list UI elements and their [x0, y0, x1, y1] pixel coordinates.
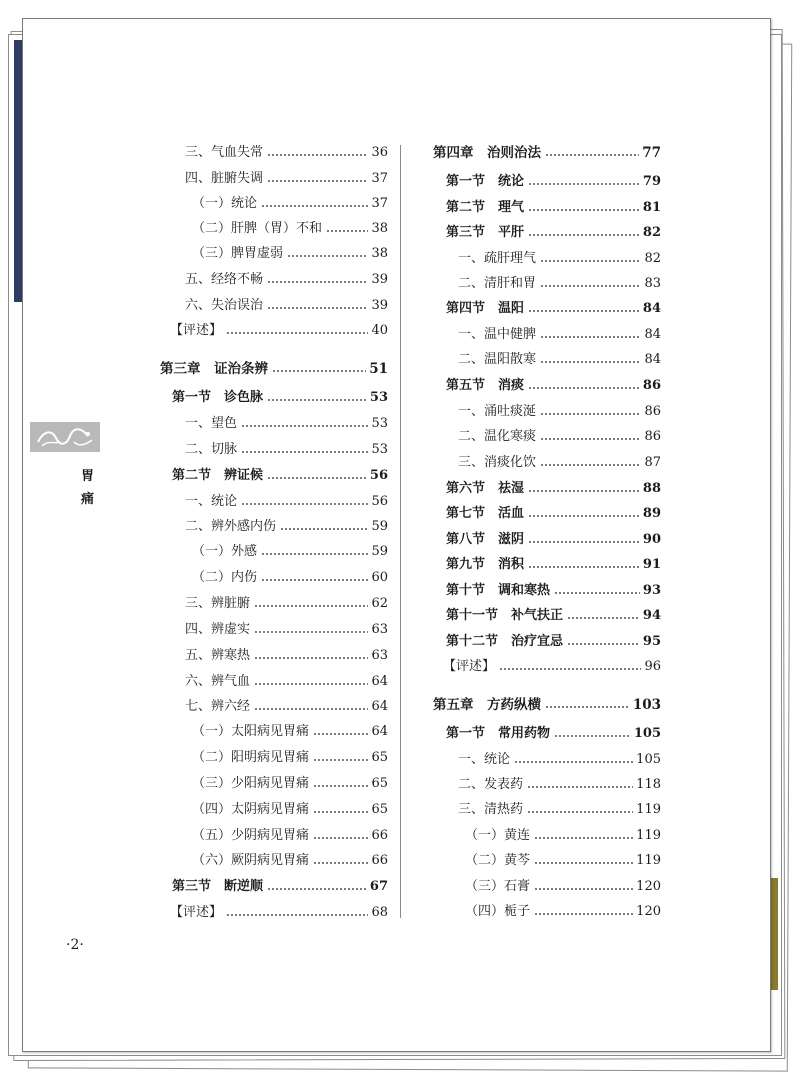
dot-leader	[514, 751, 633, 769]
toc-entry-label: （一）统论	[192, 196, 258, 211]
dot-leader	[567, 633, 640, 651]
toc-entry-label: 【评述】	[170, 905, 223, 920]
toc-entry-page: 95	[642, 634, 661, 649]
toc-section	[446, 377, 661, 395]
toc-entry	[458, 275, 661, 293]
toc-entry-label: （三）脾胃虚弱	[192, 246, 284, 261]
toc-entry-page: 63	[371, 622, 388, 637]
toc-entry-page: 96	[644, 659, 661, 674]
dot-leader	[528, 300, 640, 318]
toc-entry-page: 64	[371, 724, 388, 739]
toc-entry-label: 三、消痰化饮	[458, 455, 537, 470]
toc-entry-label: 二、发表药	[458, 777, 524, 792]
dot-leader	[540, 351, 641, 369]
toc-entry-page: 39	[371, 272, 388, 287]
toc-entry-label: 三、气血失常	[185, 145, 264, 160]
toc-entry-page: 66	[371, 853, 388, 868]
dot-leader	[254, 595, 368, 613]
toc-entry	[458, 776, 661, 794]
toc-entry-label: 一、统论	[185, 494, 238, 509]
toc-entry	[192, 723, 388, 741]
toc-entry	[465, 827, 661, 845]
toc-entry	[185, 621, 388, 639]
toc-entry	[185, 170, 388, 188]
toc-entry-label: 一、望色	[185, 416, 238, 431]
toc-section	[446, 505, 661, 523]
dot-leader	[528, 173, 640, 191]
toc-entry	[458, 403, 661, 421]
running-title-char: 痛	[81, 492, 95, 507]
toc-entry	[458, 351, 661, 369]
dot-leader	[280, 518, 368, 536]
toc-section	[446, 480, 661, 498]
dot-leader	[267, 271, 368, 289]
toc-entry-page: 77	[642, 145, 661, 161]
toc-entry-page: 88	[642, 481, 661, 496]
toc-entry	[192, 801, 388, 819]
toc-chapter	[160, 360, 388, 378]
toc-entry-page: 90	[642, 532, 661, 547]
toc-entry-page: 38	[371, 221, 388, 236]
toc-entry-label: （四）栀子	[465, 904, 531, 919]
toc-entry	[192, 245, 388, 263]
dot-leader	[528, 505, 640, 523]
toc-section	[446, 173, 661, 191]
dot-leader	[545, 144, 639, 162]
toc-entry	[185, 297, 388, 315]
toc-entry-page: 119	[636, 802, 661, 817]
toc-entry	[458, 454, 661, 472]
toc-entry-label: （五）少阴病见胃痛	[192, 828, 310, 843]
dot-leader	[272, 360, 366, 378]
toc-entry-label: 三、辨脏腑	[185, 596, 251, 611]
toc-entry-label: 第三章 证治条辨	[160, 361, 268, 377]
toc-entry-label: 第二节 理气	[446, 200, 525, 215]
toc-section	[446, 607, 661, 625]
toc-entry-page: 84	[642, 301, 661, 316]
toc-entry-label: 第一节 诊色脉	[172, 390, 264, 405]
toc-entry-label: 二、温化寒痰	[458, 429, 537, 444]
toc-entry-page: 53	[371, 442, 388, 457]
dot-leader	[226, 904, 368, 922]
toc-entry-page: 66	[371, 828, 388, 843]
toc-entry	[192, 749, 388, 767]
toc-entry	[458, 801, 661, 819]
toc-entry-page: 51	[369, 361, 388, 377]
toc-chapter	[433, 696, 661, 714]
toc-entry-label: （一）太阳病见胃痛	[192, 724, 310, 739]
toc-section	[446, 199, 661, 217]
toc-entry-label: 五、经络不畅	[185, 272, 264, 287]
toc-entry-label: 第八节 滋阴	[446, 532, 525, 547]
toc-entry-page: 53	[369, 390, 388, 405]
toc-entry-page: 40	[371, 323, 388, 338]
toc-entry-label: 第三节 平肝	[446, 225, 525, 240]
toc-entry-label: 一、统论	[458, 752, 511, 767]
toc-entry-label: 第四节 温阳	[446, 301, 525, 316]
toc-section	[446, 582, 661, 600]
column-divider	[400, 145, 401, 918]
toc-entry-page: 118	[636, 777, 661, 792]
toc-entry-label: 二、切脉	[185, 442, 238, 457]
toc-entry-label: 第五章 方药纵横	[433, 697, 541, 713]
toc-entry-label: （二）阳明病见胃痛	[192, 750, 310, 765]
toc-entry-page: 65	[371, 776, 388, 791]
toc-entry-page: 38	[371, 246, 388, 261]
toc-entry-page: 87	[644, 455, 661, 470]
dot-leader	[261, 569, 368, 587]
toc-entry	[185, 415, 388, 433]
toc-entry-label: 【评述】	[170, 323, 223, 338]
toc-section	[446, 633, 661, 651]
dot-leader	[567, 607, 640, 625]
toc-entry-page: 37	[371, 196, 388, 211]
toc-entry	[192, 543, 388, 561]
dot-leader	[267, 467, 367, 485]
dot-leader	[254, 673, 368, 691]
toc-entry-label: 四、脏腑失调	[185, 171, 264, 186]
toc-entry-label: 第六节 祛湿	[446, 481, 525, 496]
toc-entry-label: （三）少阳病见胃痛	[192, 776, 310, 791]
toc-entry-page: 86	[644, 404, 661, 419]
toc-entry-label: 第五节 消痰	[446, 378, 525, 393]
dot-leader	[528, 556, 640, 574]
dot-leader	[267, 144, 368, 162]
dot-leader	[540, 454, 641, 472]
toc-entry-label: 六、失治误治	[185, 298, 264, 313]
dot-leader	[528, 480, 640, 498]
dot-leader	[528, 531, 640, 549]
toc-entry	[185, 595, 388, 613]
toc-entry-label: 二、辨外感内伤	[185, 519, 277, 534]
dot-leader	[313, 749, 368, 767]
toc-entry	[458, 326, 661, 344]
toc-entry-page: 39	[371, 298, 388, 313]
toc-entry-page: 93	[642, 583, 661, 598]
toc-entry-label: 三、清热药	[458, 802, 524, 817]
dot-leader	[540, 428, 641, 446]
toc-entry-page: 56	[369, 468, 388, 483]
toc-entry-page: 59	[371, 519, 388, 534]
toc-entry-page: 59	[371, 544, 388, 559]
toc-entry-page: 64	[371, 699, 388, 714]
toc-entry	[465, 852, 661, 870]
toc-section	[172, 467, 388, 485]
toc-entry-label: （二）黄芩	[465, 853, 531, 868]
toc-entry-page: 120	[636, 879, 661, 894]
toc-entry-page: 36	[371, 145, 388, 160]
dot-leader	[261, 543, 368, 561]
dot-leader	[545, 696, 630, 714]
dot-leader	[254, 621, 368, 639]
toc-entry	[185, 518, 388, 536]
toc-entry-label: 第九节 消积	[446, 557, 525, 572]
toc-entry-label: 二、温阳散寒	[458, 352, 537, 367]
toc-entry-label: 一、涌吐痰涎	[458, 404, 537, 419]
toc-entry-page: 119	[636, 828, 661, 843]
toc-entry-label: 第十节 调和寒热	[446, 583, 551, 598]
toc-entry-page: 91	[642, 557, 661, 572]
toc-entry-page: 81	[642, 200, 661, 215]
toc-entry-label: 第十一节 补气扶正	[446, 608, 564, 623]
dot-leader	[540, 275, 641, 293]
toc-entry-label: 一、温中健脾	[458, 327, 537, 342]
toc-entry-label: 二、清肝和胃	[458, 276, 537, 291]
toc-entry-label: 五、辨寒热	[185, 648, 251, 663]
dot-leader	[499, 658, 641, 676]
toc-entry	[185, 441, 388, 459]
toc-entry-label: 第三节 断逆顺	[172, 879, 264, 894]
toc-entry-page: 82	[644, 251, 661, 266]
toc-entry-page: 65	[371, 802, 388, 817]
dot-leader	[534, 903, 633, 921]
toc-entry-page: 79	[642, 174, 661, 189]
toc-entry-page: 67	[369, 879, 388, 894]
dot-leader	[261, 195, 368, 213]
dot-leader	[241, 415, 368, 433]
toc-entry-page: 63	[371, 648, 388, 663]
toc-entry	[458, 751, 661, 769]
dot-leader	[313, 775, 368, 793]
toc-entry	[185, 493, 388, 511]
toc-entry-label: 六、辨气血	[185, 674, 251, 689]
toc-entry	[443, 658, 661, 676]
toc-entry	[185, 698, 388, 716]
toc-entry-page: 84	[644, 352, 661, 367]
toc-entry-label: （三）石膏	[465, 879, 531, 894]
dot-leader	[241, 441, 368, 459]
dot-leader	[527, 776, 633, 794]
toc-chapter	[433, 144, 661, 162]
dot-leader	[540, 326, 641, 344]
running-title-char: 胃	[81, 469, 95, 484]
toc-entry-label: （二）内伤	[192, 570, 258, 585]
dot-leader	[287, 245, 368, 263]
toc-entry	[185, 144, 388, 162]
toc-entry	[185, 271, 388, 289]
toc-entry	[170, 322, 388, 340]
toc-entry-page: 68	[371, 905, 388, 920]
dot-leader	[267, 297, 368, 315]
dot-leader	[254, 698, 368, 716]
toc-entry	[192, 827, 388, 845]
toc-entry-label: 第十二节 治疗宜忌	[446, 634, 564, 649]
toc-entry	[465, 878, 661, 896]
toc-entry-label: 四、辨虚实	[185, 622, 251, 637]
toc-entry-page: 62	[371, 596, 388, 611]
toc-entry	[458, 250, 661, 268]
toc-entry-page: 82	[642, 225, 661, 240]
toc-entry-label: （二）肝脾（胃）不和	[192, 221, 323, 236]
toc-entry-label: （六）厥阴病见胃痛	[192, 853, 310, 868]
dot-leader	[313, 801, 368, 819]
toc-section	[446, 556, 661, 574]
toc-entry	[192, 569, 388, 587]
toc-section	[172, 389, 388, 407]
toc-entry-page: 86	[642, 378, 661, 393]
toc-entry-page: 53	[371, 416, 388, 431]
toc-entry-label: （一）黄连	[465, 828, 531, 843]
toc-entry-page: 60	[371, 570, 388, 585]
toc-entry-page: 105	[633, 726, 661, 741]
dot-leader	[313, 852, 368, 870]
toc-entry-page: 105	[636, 752, 661, 767]
toc-entry	[458, 428, 661, 446]
toc-entry	[192, 220, 388, 238]
dot-leader	[527, 801, 633, 819]
dot-leader	[540, 250, 641, 268]
toc-entry	[465, 903, 661, 921]
toc-entry-page: 83	[644, 276, 661, 291]
toc-entry-page: 84	[644, 327, 661, 342]
toc-entry-page: 94	[642, 608, 661, 623]
dot-leader	[554, 582, 640, 600]
toc-entry	[185, 673, 388, 691]
toc-entry-label: （四）太阴病见胃痛	[192, 802, 310, 817]
toc-entry	[185, 647, 388, 665]
dot-leader	[534, 827, 633, 845]
dot-leader	[267, 878, 367, 896]
toc-section	[446, 300, 661, 318]
dot-leader	[313, 723, 368, 741]
dot-leader	[326, 220, 368, 238]
toc-entry-label: 第二节 辨证候	[172, 468, 264, 483]
toc-section	[446, 531, 661, 549]
toc-section	[172, 878, 388, 896]
toc-entry-label: 【评述】	[443, 659, 496, 674]
dot-leader	[241, 493, 368, 511]
toc-entry-label: 第一节 统论	[446, 174, 525, 189]
toc-entry-label: 第四章 治则治法	[433, 145, 541, 161]
toc-section	[446, 224, 661, 242]
toc-entry-page: 56	[371, 494, 388, 509]
toc-entry	[170, 904, 388, 922]
dot-leader	[267, 389, 367, 407]
toc-entry-page: 120	[636, 904, 661, 919]
dot-leader	[528, 199, 640, 217]
toc-entry-label: （一）外感	[192, 544, 258, 559]
toc-entry-page: 103	[632, 697, 661, 713]
toc-entry	[192, 775, 388, 793]
dot-leader	[528, 224, 640, 242]
toc-entry-label: 一、疏肝理气	[458, 251, 537, 266]
toc-entry-page: 86	[644, 429, 661, 444]
dot-leader	[267, 170, 368, 188]
dragon-ornament-icon	[30, 422, 100, 452]
toc-entry-label: 七、辨六经	[185, 699, 251, 714]
toc-entry-page: 89	[642, 506, 661, 521]
dot-leader	[540, 403, 641, 421]
toc-entry-page: 65	[371, 750, 388, 765]
dot-leader	[528, 377, 640, 395]
dot-leader	[254, 647, 368, 665]
toc-entry	[192, 195, 388, 213]
page-number: ·2·	[66, 937, 84, 953]
toc-entry-label: 第七节 活血	[446, 506, 525, 521]
dot-leader	[313, 827, 368, 845]
toc-entry-page: 119	[636, 853, 661, 868]
dot-leader	[534, 852, 633, 870]
dot-leader	[554, 725, 631, 743]
toc-entry	[192, 852, 388, 870]
toc-section	[446, 725, 661, 743]
toc-entry-page: 64	[371, 674, 388, 689]
toc-entry-label: 第一节 常用药物	[446, 726, 551, 741]
dot-leader	[534, 878, 633, 896]
dot-leader	[226, 322, 368, 340]
toc-entry-page: 37	[371, 171, 388, 186]
